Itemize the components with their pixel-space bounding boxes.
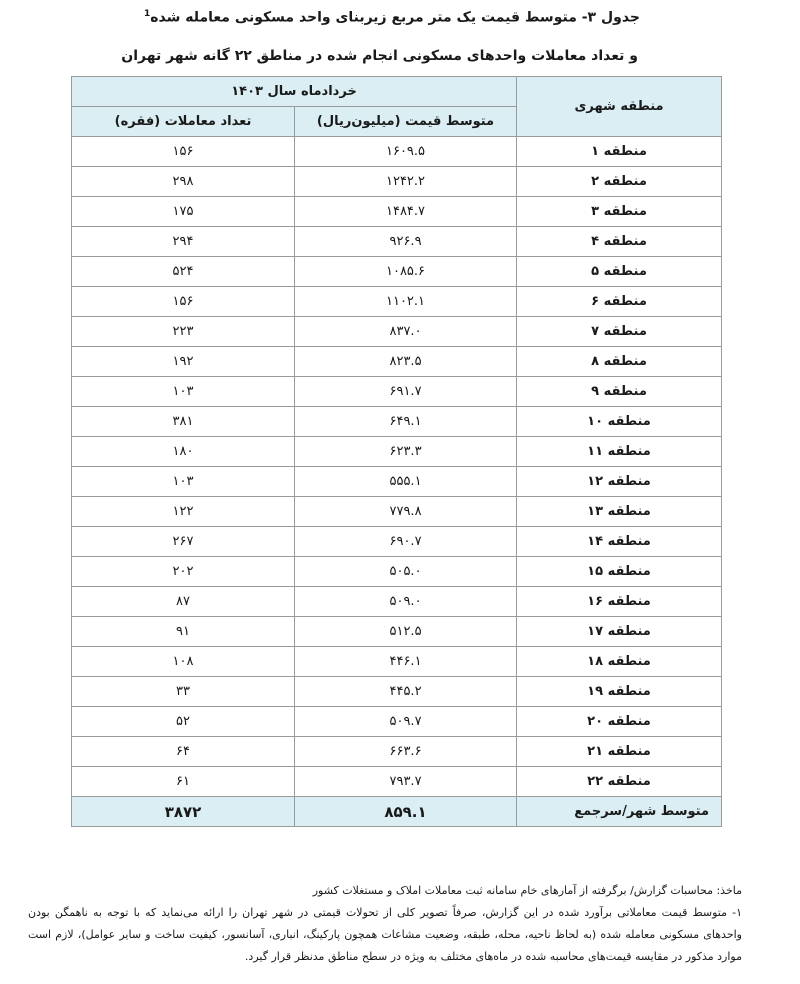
price-cell: ۵۵۵.۱ [295,467,517,497]
count-cell: ۱۰۸ [72,647,295,677]
total-price-cell: ۸۵۹.۱ [295,797,517,827]
count-cell: ۳۳ [72,677,295,707]
table-row [72,377,722,407]
price-cell: ۵۰۵.۰ [295,557,517,587]
count-cell: ۲۹۸ [72,167,295,197]
region-cell: منطقه ۳ [517,197,722,227]
count-cell: ۲۶۷ [72,527,295,557]
price-table [71,76,722,827]
period-column-header: خردادماه سال ۱۴۰۳ [72,77,517,107]
table-row [72,137,722,167]
price-cell: ۹۲۶.۹ [295,227,517,257]
region-cell: منطقه ۲ [517,167,722,197]
count-cell: ۵۲ [72,707,295,737]
count-cell: ۵۲۴ [72,257,295,287]
region-cell: منطقه ۱۳ [517,497,722,527]
count-cell: ۳۸۱ [72,407,295,437]
total-region-cell: متوسط شهر/سرجمع [517,797,722,827]
region-cell: منطقه ۲۰ [517,707,722,737]
region-cell: منطقه ۹ [517,377,722,407]
footnote-mark: 1 [144,9,151,19]
region-cell: منطقه ۲۱ [517,737,722,767]
price-cell: ۴۴۶.۱ [295,647,517,677]
count-cell: ۱۷۵ [72,197,295,227]
count-cell: ۸۷ [72,587,295,617]
table-body [72,137,722,827]
price-cell: ۴۴۵.۲ [295,677,517,707]
price-cell: ۱۲۴۲.۲ [295,167,517,197]
price-column-header: متوسط قیمت (میلیون‌ریال) [295,107,517,137]
price-cell: ۷۹۳.۷ [295,767,517,797]
count-cell: ۱۲۲ [72,497,295,527]
region-cell: منطقه ۱۹ [517,677,722,707]
price-cell: ۶۴۹.۱ [295,407,517,437]
count-cell: ۱۰۳ [72,467,295,497]
table-row [72,407,722,437]
region-cell: منطقه ۸ [517,347,722,377]
price-cell: ۵۱۲.۵ [295,617,517,647]
count-cell: ۹۱ [72,617,295,647]
count-column-header: تعداد معاملات (فقره) [72,107,295,137]
table-row [72,647,722,677]
table-row [72,737,722,767]
source-note: ماخذ: محاسبات گزارش/ برگرفته از آمارهای خام سامانه ثبت معاملات املاک و مستغلات کشور [312,884,742,897]
region-cell: منطقه ۶ [517,287,722,317]
table-title-line-2: و تعداد معاملات واحدهای مسکونی انجام شده در مناطق ۲۲ گانه شهر تهران [121,48,638,64]
table-row [72,587,722,617]
table-row [72,497,722,527]
total-count-cell: ۳۸۷۲ [72,797,295,827]
footnote-text: ۱- متوسط قیمت معاملاتی برآورد شده در این گزارش، صرفاً تصویر کلی از تحولات قیمتی در شهر تهران را ارائه می‌نماید که با توجه به ناهمگن بودن واحدهای مسکونی معامله شده (به لحاظ ناحیه، محله، طبقه، وضعیت مشاعات همچون پارکینگ، انباری، آسانسور، کیفیت ساخت و سایر عوامل)، لازم است موارد مذکور در مقایسه قیمت‌های محاسبه شده در ماه‌های مختلف به ویژه در سطح مناطق مدنظر قرار گیرد. [28,906,742,963]
count-cell: ۱۹۲ [72,347,295,377]
count-cell: ۲۹۴ [72,227,295,257]
price-cell: ۱۰۸۵.۶ [295,257,517,287]
region-cell: منطقه ۱۰ [517,407,722,437]
region-cell: منطقه ۱۷ [517,617,722,647]
table-row [72,677,722,707]
count-cell: ۱۵۶ [72,287,295,317]
region-cell: منطقه ۱۸ [517,647,722,677]
count-cell: ۲۲۳ [72,317,295,347]
table-row [72,317,722,347]
price-cell: ۷۷۹.۸ [295,497,517,527]
table-title-line-1 [20,9,640,26]
price-cell: ۵۰۹.۰ [295,587,517,617]
price-cell: ۵۰۹.۷ [295,707,517,737]
region-column-header: منطقه شهری [517,77,722,137]
count-cell: ۱۸۰ [72,437,295,467]
price-cell: ۶۹۰.۷ [295,527,517,557]
table-row [72,527,722,557]
region-cell: منطقه ۵ [517,257,722,287]
region-cell: منطقه ۴ [517,227,722,257]
price-cell: ۶۹۱.۷ [295,377,517,407]
table-row [72,707,722,737]
table-row [72,617,722,647]
table-row [72,227,722,257]
count-cell: ۱۵۶ [72,137,295,167]
price-cell: ۶۶۳.۶ [295,737,517,767]
region-cell: منطقه ۱ [517,137,722,167]
table-title-text: جدول ۳- متوسط قیمت یک متر مربع زیربنای واحد مسکونی معامله شده [150,9,640,26]
price-cell: ۱۶۰۹.۵ [295,137,517,167]
region-cell: منطقه ۱۶ [517,587,722,617]
table-row [72,557,722,587]
notes-section [28,880,742,968]
price-cell: ۱۱۰۲.۱ [295,287,517,317]
region-cell: منطقه ۱۱ [517,437,722,467]
table-row [72,467,722,497]
region-cell: منطقه ۲۲ [517,767,722,797]
region-cell: منطقه ۱۵ [517,557,722,587]
count-cell: ۶۴ [72,737,295,767]
price-cell: ۱۴۸۴.۷ [295,197,517,227]
total-row [72,797,722,827]
table-row [72,437,722,467]
table-row [72,767,722,797]
price-cell: ۸۲۳.۵ [295,347,517,377]
region-cell: منطقه ۱۴ [517,527,722,557]
count-cell: ۲۰۲ [72,557,295,587]
count-cell: ۶۱ [72,767,295,797]
table-row [72,287,722,317]
region-cell: منطقه ۱۲ [517,467,722,497]
table-row [72,167,722,197]
table-row [72,257,722,287]
price-cell: ۸۳۷.۰ [295,317,517,347]
count-cell: ۱۰۳ [72,377,295,407]
price-cell: ۶۲۳.۳ [295,437,517,467]
table-row [72,347,722,377]
table-row [72,197,722,227]
region-cell: منطقه ۷ [517,317,722,347]
